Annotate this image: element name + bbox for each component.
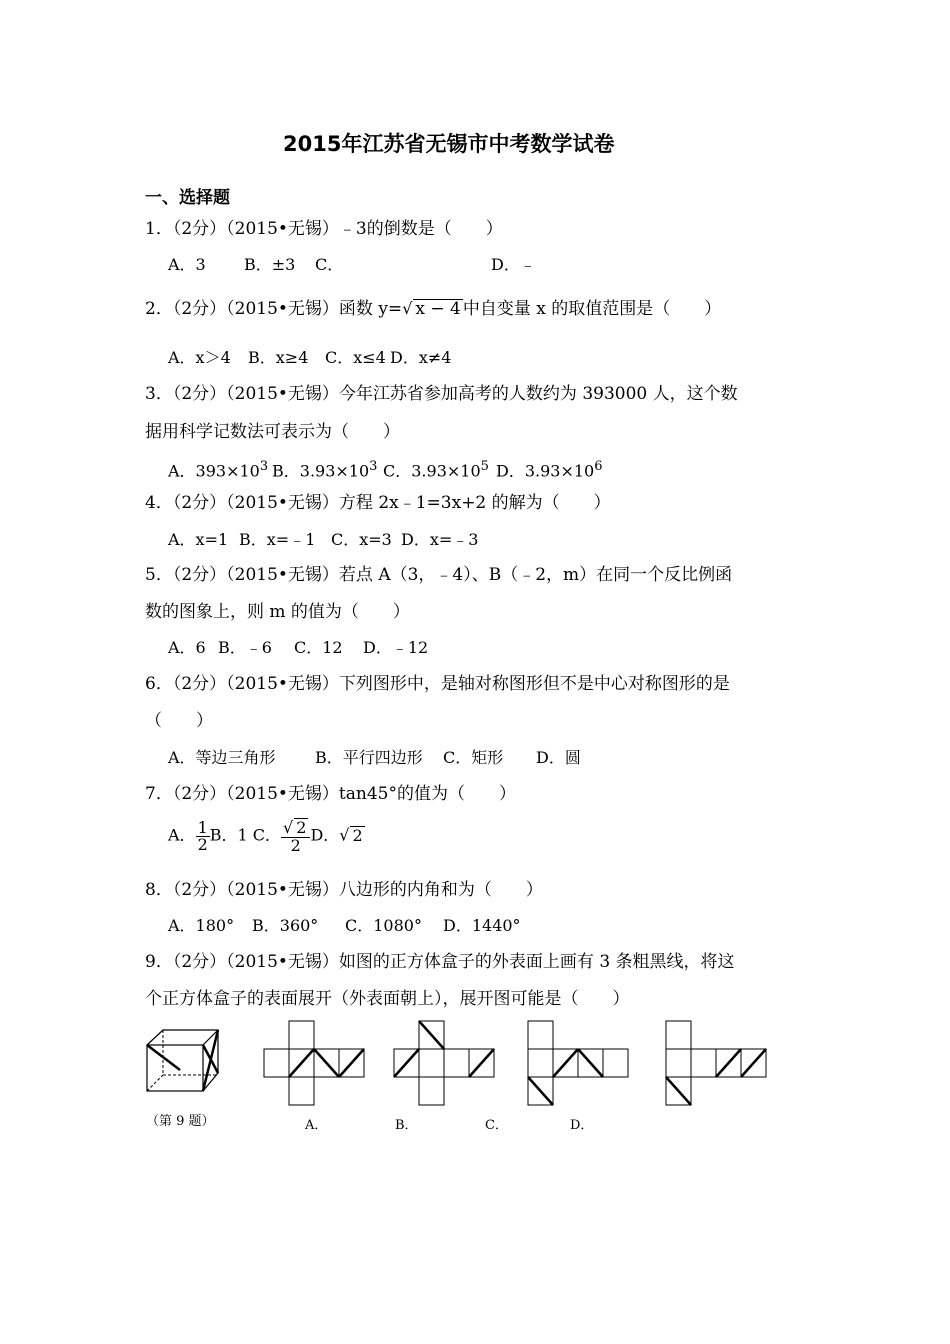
exponent: 3 [259,459,269,474]
exponent: 3 [369,459,378,474]
option-a-base: A．393×10 [168,461,260,481]
option-c: C．x≤4 [325,348,386,367]
option-a: A．180° [168,916,235,935]
page-title: 2015年江苏省无锡市中考数学试卷 [283,132,615,156]
fraction-root2-over-2: $\frac{√ 2}{2}$ [281,818,310,854]
net-d [664,1020,770,1106]
question-8: 8．（2分）（2015•无锡）八边形的内角和为（ ） [145,880,543,900]
question-4: 4．（2分）（2015•无锡）方程 2x﹣1=3x+2 的解为（ ） [145,493,611,513]
label-b: B． [395,1118,418,1133]
option-d: D．﹣12 [363,638,429,657]
question-9-cont: 个正方体盒子的表面展开（外表面朝上），展开图可能是（ ） [145,989,630,1009]
question-5: 5．（2分）（2015•无锡）若点 A（3，﹣4）、B（﹣2，m）在同一个反比例函 [145,565,733,585]
option-a: A．等边三角形 [168,748,276,767]
option-b: B．平行四边形 [315,748,423,767]
denominator: 2 [197,834,208,854]
radicand: 2 [352,825,363,845]
option-d: D．﹣ [491,255,536,274]
option-c-base: C．3.93×10 [383,461,481,481]
option-a: A．3 [168,255,206,274]
option-a: A． [168,825,196,845]
net-c [526,1020,632,1106]
question-3-cont: 据用科学记数法可表示为（ ） [145,422,400,442]
option-d: D．圆 [536,748,581,767]
q7-options: A． $\frac{1}{2}$ B．1 C． $\frac{√ 2}{2}$ D．√ 2 [168,817,363,855]
option-c: C． [315,255,344,274]
question-6-cont: （ ） [145,711,213,731]
option-c [383,456,489,482]
option-b: B．1 [209,825,248,845]
section-heading: 一、选择题 [145,188,230,208]
question-1: 1．（2分）（2015•无锡）﹣3的倒数是（ ） [145,219,503,239]
question-3: 3．（2分）（2015•无锡）今年江苏省参加高考的人数约为 393000 人，这个数 [145,384,738,404]
option-d-base: D．3.93×10 [496,461,595,481]
question-5-cont: 数的图象上，则 m 的值为（ ） [145,602,410,622]
option-b [272,456,377,482]
label-c: C． [485,1118,508,1133]
option-a: A．6 [168,638,206,657]
option-c: C． [252,825,282,845]
net-a [262,1020,368,1106]
radicand: x − 4 [415,299,461,319]
question-stem-end: 中自变量 x 的取值范围是（ ） [462,299,722,319]
question-6: 6．（2分）（2015•无锡）下列图形中，是轴对称图形但不是中心对称图形的是 [145,674,730,694]
option-c: C．矩形 [443,748,504,767]
option-b-base: B．3.93×10 [272,461,370,481]
option-b: B．x=﹣1 [239,530,316,549]
fraction-one-half [196,817,210,854]
question-2: 2．（2分）（2015•无锡）函数 y=√ x − 4 中自变量 x 的取值范围是（ ） [145,299,722,319]
exponent: 6 [594,459,603,474]
option-c: C．x=3 [331,530,392,549]
net-b [392,1020,498,1106]
option-c: C．1080° [345,916,422,935]
denominator: 2 [290,836,301,855]
option-b: B．±3 [244,255,296,274]
question-7: 7．（2分）（2015•无锡）tan45°的值为（ ） [145,784,516,804]
numerator: 1 [197,817,208,837]
option-c: C．12 [294,638,343,657]
option-a [168,456,268,482]
option-a: A．x=1 [168,530,229,549]
label-a: A． [305,1118,328,1133]
question-stem: 2．（2分）（2015•无锡）函数 y= [145,299,403,319]
option-b: B．360° [252,916,319,935]
option-d [496,456,603,482]
radicand: 2 [296,818,307,837]
option-b: B．x≥4 [248,348,309,367]
label-d: D． [570,1118,594,1133]
option-d: D． [310,825,340,845]
option-d: D．x=﹣3 [401,530,479,549]
cube-figure [140,1025,225,1095]
question-9: 9．（2分）（2015•无锡）如图的正方体盒子的外表面上画有 3 条粗黑线，将这 [145,952,735,972]
option-d: D．x≠4 [390,348,452,367]
option-d: D．1440° [443,916,521,935]
option-a: A．x＞4 [168,348,231,367]
exponent: 5 [480,459,489,474]
option-b: B．﹣6 [218,638,272,657]
figure-caption: （第 9 题） [146,1114,215,1129]
